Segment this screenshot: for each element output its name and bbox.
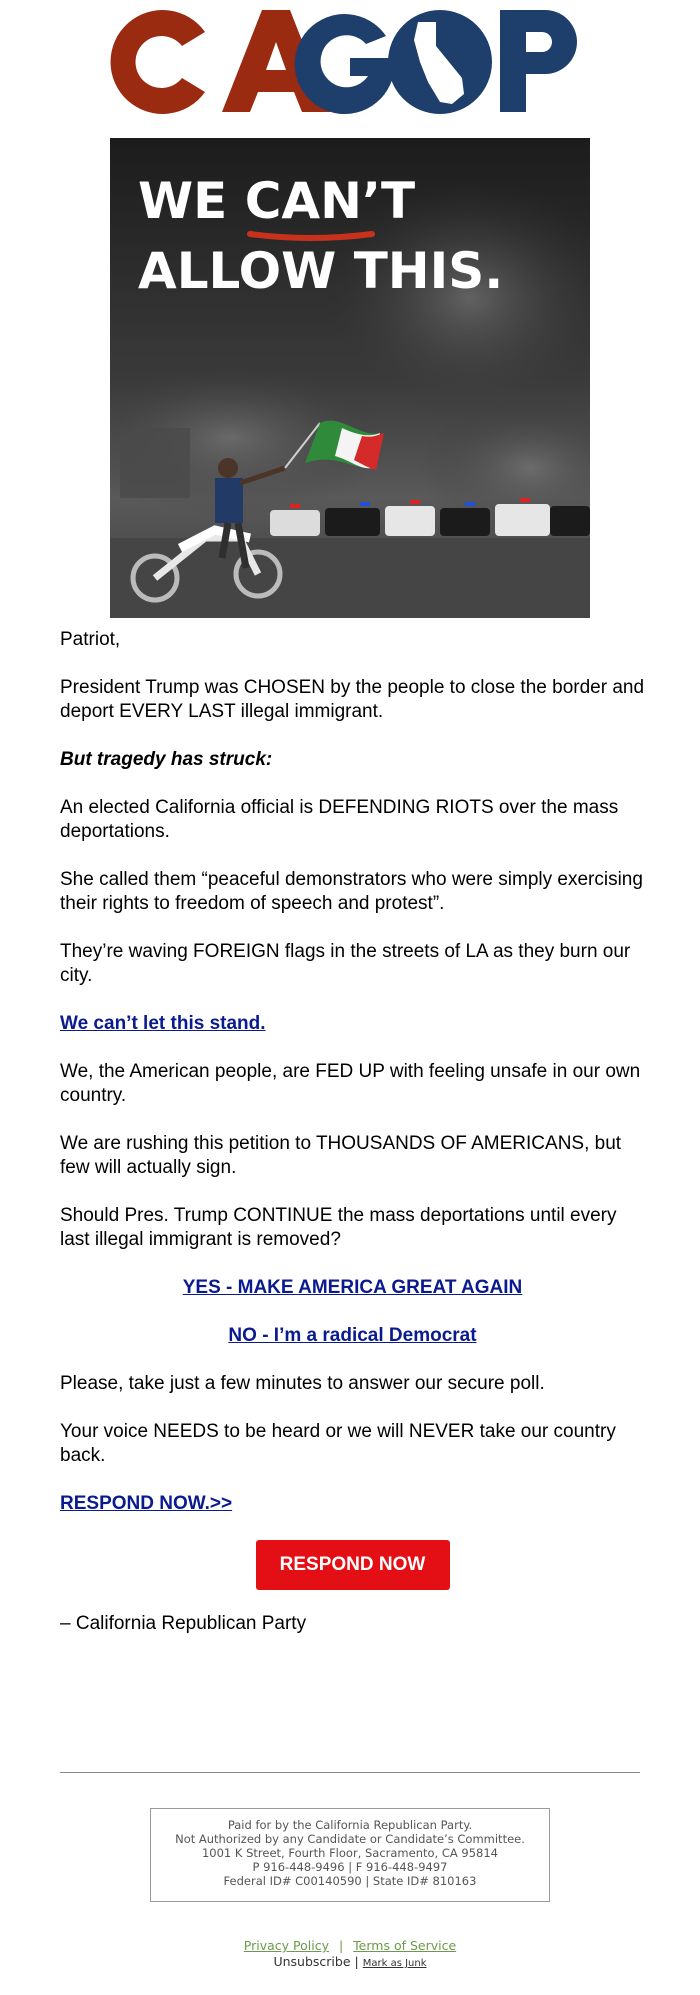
unsubscribe-link[interactable]: Unsubscribe [273, 1954, 351, 1969]
logo-letter-g [295, 14, 392, 114]
yes-maga-link[interactable]: YES - MAKE AMERICA GREAT AGAIN [182, 1277, 523, 1298]
no-democrat-link[interactable]: NO - I’m a radical Democrat [228, 1325, 477, 1346]
paragraph-2: But tragedy has struck: [60, 749, 273, 770]
hero-image[interactable] [110, 138, 590, 618]
privacy-policy-link[interactable]: Privacy Policy [243, 1938, 329, 1953]
logo-letter-c [111, 10, 205, 114]
footer-separator: | [338, 1938, 344, 1953]
mark-as-junk-link[interactable]: Mark as Junk [362, 1958, 427, 1969]
paragraph-9: Please, take just a few minutes to answer our secure poll. [60, 1373, 545, 1394]
greeting: Patriot, [60, 629, 121, 650]
footer-pipe: | [354, 1954, 359, 1969]
footer-links [0, 1938, 700, 1972]
cagop-logo [0, 0, 700, 125]
respond-now-button[interactable]: RESPOND NOW [256, 1540, 450, 1590]
respond-now-link[interactable]: RESPOND NOW.>> [60, 1493, 233, 1514]
disclaimer-line-2: Not Authorized by any Candidate or Candidate’s Committee. [175, 1832, 525, 1846]
disclaimer-line-3: 1001 K Street, Fourth Floor, Sacramento, CA 95814 [201, 1846, 498, 1860]
signature: – California Republican Party [60, 1613, 307, 1634]
disclaimer-line-4: P 916-448-9496 | F 916-448-9497 [252, 1860, 448, 1874]
paragraph-3: An elected California official is DEFENDING RIOTS over the mass deportations. [60, 797, 619, 842]
footer-divider [60, 1772, 640, 1773]
logo-letter-p [500, 10, 577, 112]
hero-headline-line2: ALLOW THIS. [138, 242, 504, 300]
disclaimer-line-5: Federal ID# C00140590 | State ID# 810163 [223, 1874, 477, 1888]
paragraph-10: Your voice NEEDS to be heard or we will NEVER take our country back. [60, 1421, 616, 1466]
disclaimer-line-1: Paid for by the California Republican Party. [227, 1818, 473, 1832]
paragraph-5: They’re waving FOREIGN flags in the streets of LA as they burn our city. [60, 941, 631, 986]
email-body [60, 628, 645, 1660]
hero-headline-line1: WE CAN’T [138, 172, 416, 230]
paragraph-8: Should Pres. Trump CONTINUE the mass deportations until every last illegal immigrant is removed? [60, 1205, 617, 1250]
cant-let-stand-link[interactable]: We can’t let this stand. [60, 1013, 266, 1034]
paragraph-4: She called them “peaceful demonstrators who were simply exercising their rights to freedom of speech and protest”. [60, 869, 643, 914]
paragraph-1: President Trump was CHOSEN by the people to close the border and deport EVERY LAST illegal immigrant. [60, 677, 645, 722]
disclaimer-box [150, 1808, 550, 1902]
paragraph-6: We, the American people, are FED UP with feeling unsafe in our own country. [60, 1061, 641, 1106]
paragraph-7: We are rushing this petition to THOUSANDS OF AMERICANS, but few will actually sign. [60, 1133, 622, 1178]
terms-of-service-link[interactable]: Terms of Service [353, 1938, 457, 1953]
